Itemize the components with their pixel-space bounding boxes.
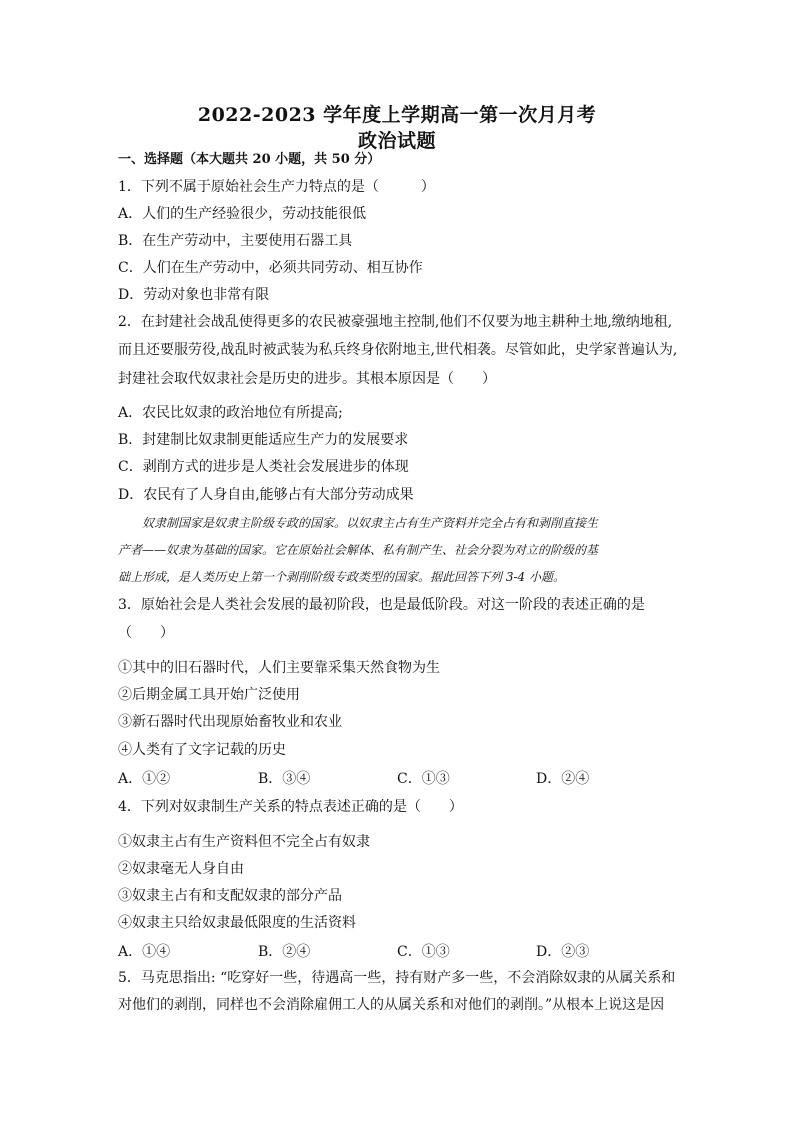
passage-line: 础上形成，是人类历史上第一个剥削阶级专政类型的国家。据此回答下列 3-4 小题。 <box>118 570 565 584</box>
question-line-q1c: C．人们在生产劳动中，必须共同劳动、相互协作 <box>118 260 423 276</box>
question-line-q1b: B．在生产劳动中，主要使用石器工具 <box>118 233 353 249</box>
question-line-q2b: B．封建制比奴隶制更能适应生产力的发展要求 <box>118 432 409 448</box>
q3-option-a: A．①② <box>118 771 171 787</box>
question-line-q5l2: 对他们的剥削，同样也不会消除雇佣工人的从属关系和对他们的剥削。”从根本上说这是因 <box>118 997 665 1013</box>
q4-option-d: D．②③ <box>536 944 590 960</box>
question-line-q2l3: 封建社会取代奴隶社会是历史的进步。其根本原因是（ ） <box>118 371 496 387</box>
q4-option-a: A．①④ <box>118 944 171 960</box>
section-header: 一、选择题（本大题共 20 小题，共 50 分） <box>118 152 381 167</box>
question-line-q3s1: ①其中的旧石器时代，人们主要靠采集天然食物为生 <box>118 660 440 676</box>
question-line-q4s1: ①奴隶主占有生产资料但不完全占有奴隶 <box>118 834 370 850</box>
question-line-q4s2: ②奴隶毫无人身自由 <box>118 861 244 877</box>
reading-passage <box>118 510 678 591</box>
question-line-q2d: D．农民有了人身自由,能够占有大部分劳动成果 <box>118 487 414 503</box>
exam-subject-title: 政治试题 <box>357 130 436 152</box>
q3-options <box>118 768 678 788</box>
q3-option-b: B．③④ <box>258 771 311 787</box>
question-line-q2c: C．剥削方式的进步是人类社会发展进步的体现 <box>118 459 409 475</box>
question-line-q3s2: ②后期金属工具开始广泛使用 <box>118 687 300 703</box>
question-line-q2l1: 2．在封建社会战乱使得更多的农民被豪强地主控制,他们不仅要为地主耕种土地,缴纳地租, <box>118 314 673 330</box>
question-line-q3l1: 3．原始社会是人类社会发展的最初阶段，也是最低阶段。对这一阶段的表述正确的是 <box>118 597 645 613</box>
q4-option-b: B．②④ <box>258 944 311 960</box>
question-line-q1: 1．下列不属于原始社会生产力特点的是（ ） <box>118 179 435 195</box>
question-line-q1d: D．劳动对象也非常有限 <box>118 287 270 303</box>
question-line-q2l2: 而且还要服劳役,战乱时被武装为私兵终身依附地主,世代相袭。尽管如此，史学家普遍认为, <box>118 342 678 358</box>
q4-options <box>118 941 678 961</box>
passage-line: 奴隶制国家是奴隶主阶级专政的国家。以奴隶主占有生产资料并完全占有和剥削直接生 <box>142 516 599 530</box>
exam-title: 2022-2023 学年度上学期高一第一次月月考 <box>197 104 597 126</box>
question-line-q3l2: （ ） <box>118 625 174 641</box>
q3-option-c: C．①③ <box>397 771 450 787</box>
question-line-q3s3: ③新石器时代出现原始畜牧业和农业 <box>118 714 342 730</box>
question-line-q2a: A．农民比奴隶的政治地位有所提高; <box>118 405 343 421</box>
question-line-q4s3: ③奴隶主占有和支配奴隶的部分产品 <box>118 888 342 904</box>
question-line-q4s4: ④奴隶主只给奴隶最低限度的生活资料 <box>118 915 356 931</box>
question-line-q3s4: ④人类有了文字记载的历史 <box>118 742 286 758</box>
passage-line: 产者——奴隶为基础的国家。它在原始社会解体、私有制产生、社会分裂为对立的阶级的基 <box>118 543 599 557</box>
question-line-q5l1: 5．马克思指出: “吃穿好一些，待遇高一些，持有财产多一些，不会消除奴隶的从属关系和 <box>118 970 676 986</box>
q3-option-d: D．②④ <box>536 771 590 787</box>
question-line-q4: 4．下列对奴隶制生产关系的特点表述正确的是（ ） <box>118 799 463 815</box>
q4-option-c: C．①③ <box>397 944 450 960</box>
question-line-q1a: A．人们的生产经验很少，劳动技能很低 <box>118 206 367 222</box>
